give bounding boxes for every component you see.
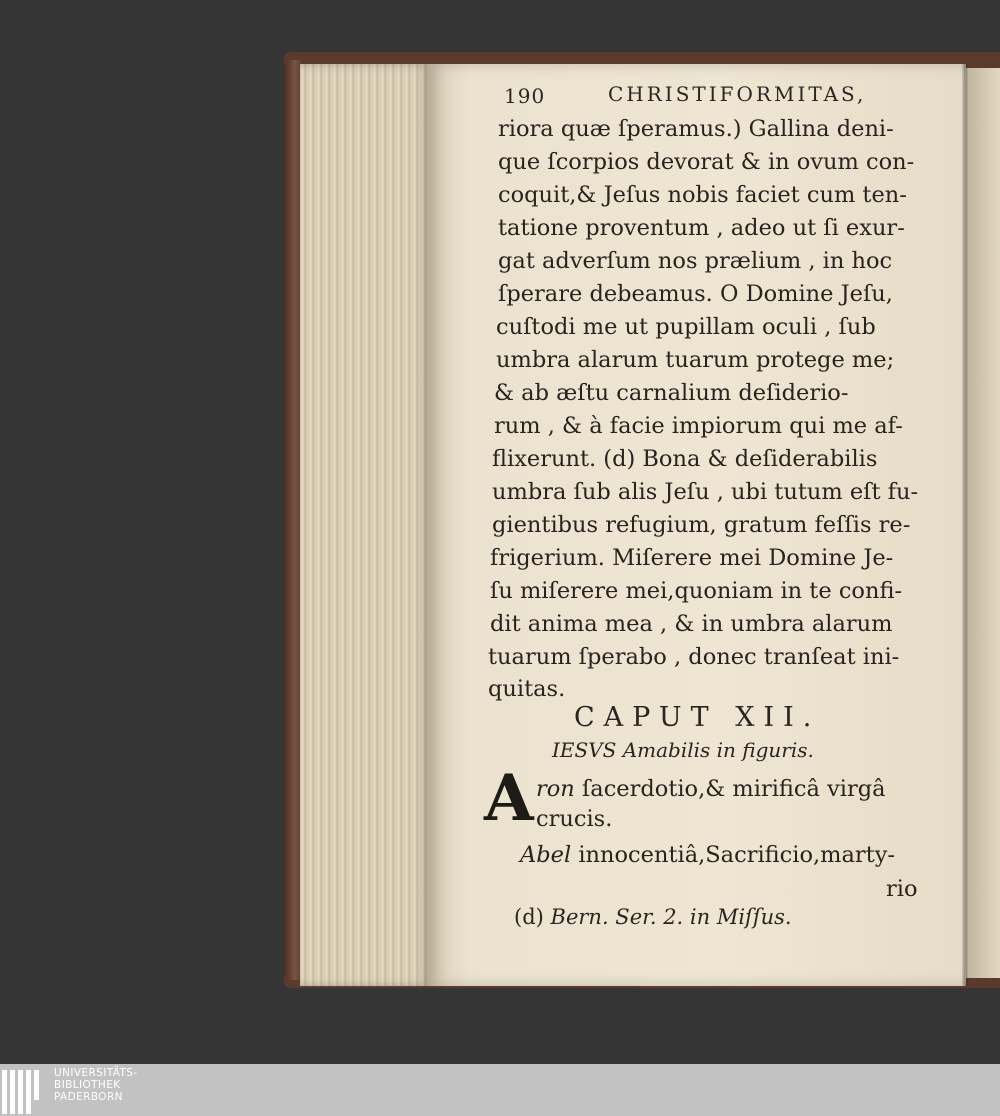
body-line: umbra alarum tuarum protege me; xyxy=(496,347,895,373)
footnote xyxy=(514,900,792,934)
body-line: coquit,& Jeſus nobis faciet cum ten- xyxy=(498,182,907,208)
body-line: tuarum ſperabo , donec tranſeat ini- xyxy=(488,644,900,670)
chapter-title: CAPUT XII. xyxy=(574,702,821,733)
entry-abel-continuation: rio xyxy=(886,876,918,902)
library-name xyxy=(54,1067,184,1103)
entry-aron-text: ſacerdotio,& mirificâ virgâ xyxy=(581,776,886,802)
chapter-subtitle: IESVS Amabilis in figuris. xyxy=(552,738,814,762)
body-line: ſperare debeamus. O Domine Jeſu, xyxy=(498,281,893,307)
body-line: ſu miſerere mei,quoniam in te confi- xyxy=(490,578,903,604)
footnote-mark: (d) xyxy=(514,905,544,929)
entry-abel-line xyxy=(520,838,895,872)
body-line: dit anima mea , & in umbra alarum xyxy=(490,611,893,637)
body-line: flixerunt. (d) Bona & deſiderabilis xyxy=(492,446,878,472)
page-number: 190 xyxy=(504,84,546,108)
body-line: rum , & à facie impiorum qui me af- xyxy=(494,413,903,439)
entry-abel-name: Abel xyxy=(520,842,572,868)
library-name-line: PADERBORN xyxy=(54,1091,123,1103)
body-line: que ſcorpios devorat & in ovum con- xyxy=(498,149,915,175)
entry-aron-continuation: crucis. xyxy=(536,806,613,832)
body-line: quitas. xyxy=(488,676,566,702)
entry-aron-name: ron xyxy=(536,776,575,802)
library-name-line: BIBLIOTHEK xyxy=(54,1079,121,1091)
running-title: CHRISTIFORMITAS, xyxy=(608,82,867,106)
body-line: cuſtodi me ut pupillam oculi , ſub xyxy=(496,314,876,340)
body-line: tatione proventum , adeo ut ſi exur- xyxy=(498,215,905,241)
page-edges xyxy=(300,64,430,986)
drop-capital: A xyxy=(484,761,534,836)
body-line: frigerium. Miſerere mei Domine Je- xyxy=(490,545,894,571)
library-logo-icon xyxy=(0,1064,46,1116)
library-footer-bar xyxy=(0,1064,1000,1116)
body-line: & ab æſtu carnalium deſiderio- xyxy=(494,380,849,406)
body-line: gientibus refugium, gratum feſſis re- xyxy=(492,512,911,538)
page-gutter-shadow xyxy=(962,64,968,986)
facing-page-edge xyxy=(966,68,1000,978)
footnote-citation: Bern. Ser. 2. in Miſſus. xyxy=(550,905,792,929)
entry-abel-text: innocentiâ,Sacrificio,marty- xyxy=(578,842,896,868)
library-name-line: UNIVERSITÄTS- xyxy=(54,1067,138,1079)
body-line: umbra ſub alis Jeſu , ubi tutum eſt fu- xyxy=(492,479,919,505)
body-line: gat adverſum nos prælium , in hoc xyxy=(498,248,893,274)
entry-aron-line xyxy=(536,772,886,806)
body-line: riora quæ ſperamus.) Gallina deni- xyxy=(498,116,894,142)
running-head xyxy=(500,78,880,112)
